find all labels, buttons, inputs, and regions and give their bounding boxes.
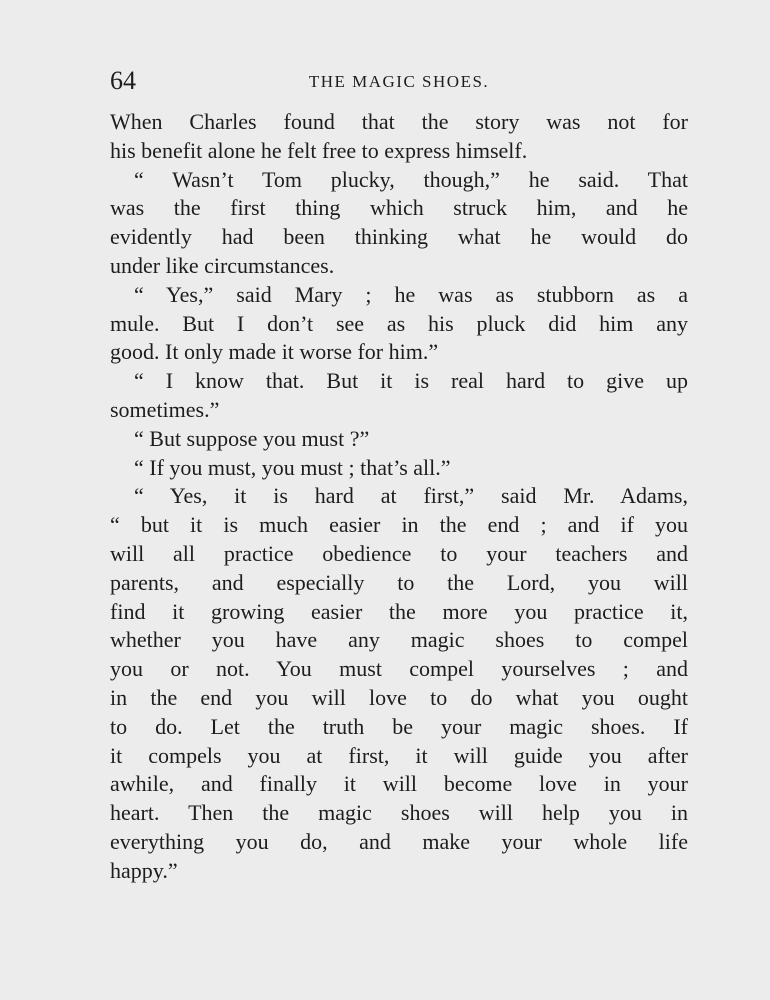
text-line: to do. Let the truth be your magic shoes. If — [110, 713, 688, 739]
text-line: whether you have any magic shoes to compel — [110, 627, 688, 653]
text-line: everything you do, and make your whole life — [110, 828, 688, 854]
text-line: you or not. You must compel yourselves ; and — [110, 656, 688, 682]
paragraph — [110, 108, 688, 166]
text-line: sometimes.” — [110, 396, 220, 422]
text-line: “ If you must, you must ; that’s all.” — [134, 454, 451, 480]
text-line: will all practice obedience to your teachers and — [110, 540, 688, 566]
text-line: “ but it is much easier in the end ; and if you — [110, 512, 688, 538]
paragraph — [110, 425, 688, 454]
text-line: was the first thing which struck him, and he — [110, 195, 688, 221]
text-line: find it growing easier the more you practice it, — [110, 598, 688, 624]
body-text — [110, 108, 688, 886]
text-line: parents, and especially to the Lord, you will — [110, 569, 688, 595]
text-line: in the end you will love to do what you ought — [110, 684, 688, 710]
paragraph — [110, 367, 688, 425]
page-number: 64 — [110, 66, 136, 95]
text-line: awhile, and finally it will become love in your — [110, 771, 688, 797]
text-line: evidently had been thinking what he would do — [110, 224, 688, 250]
text-line: happy.” — [110, 857, 178, 883]
page-header — [110, 66, 688, 96]
text-line: heart. Then the magic shoes will help you in — [110, 800, 688, 826]
text-line: “ I know that. But it is real hard to give up — [134, 368, 688, 394]
text-line: “ Yes, it is hard at first,” said Mr. Adams, — [134, 483, 688, 509]
text-line: mule. But I don’t see as his pluck did him any — [110, 310, 688, 336]
text-line: his benefit alone he felt free to express himself. — [110, 137, 528, 163]
text-line: it compels you at first, it will guide you after — [110, 742, 688, 768]
text-line: “ But suppose you must ?” — [134, 425, 370, 451]
text-line: When Charles found that the story was not for — [110, 109, 688, 134]
paragraph — [110, 482, 688, 885]
text-line: under like circumstances. — [110, 252, 335, 278]
running-head: THE MAGIC SHOES. — [308, 72, 490, 91]
paragraph — [110, 281, 688, 367]
paragraph — [110, 166, 688, 281]
text-line: good. It only made it worse for him.” — [110, 339, 439, 365]
paragraph — [110, 454, 688, 483]
text-line: “ Wasn’t Tom plucky, though,” he said. That — [134, 166, 688, 192]
text-line: “ Yes,” said Mary ; he was as stubborn as a — [134, 281, 688, 307]
